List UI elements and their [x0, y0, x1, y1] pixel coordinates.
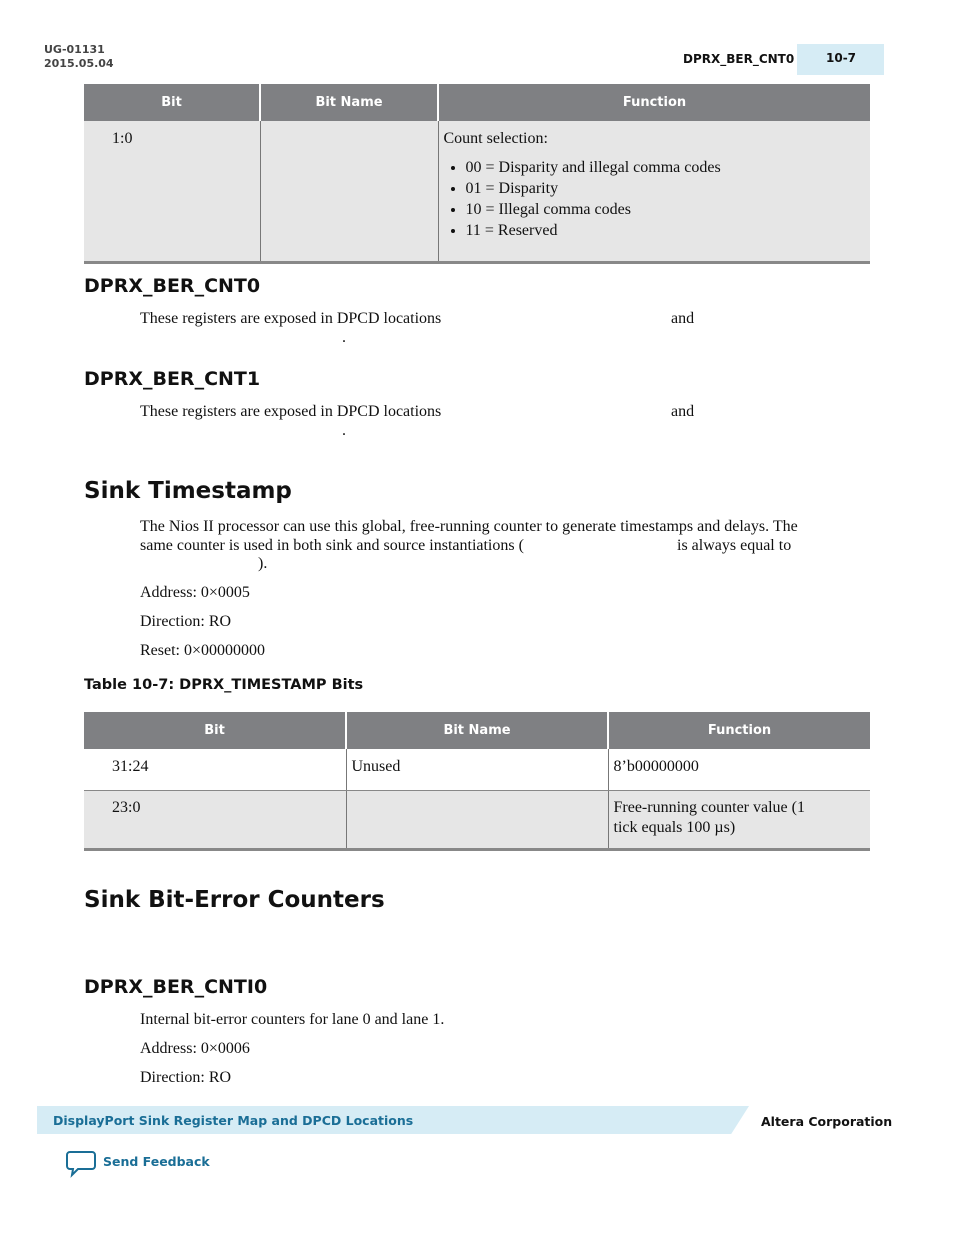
cell-function [608, 791, 870, 850]
header-section-title: DPRX_BER_CNT0 [683, 52, 795, 66]
function-intro: Count selection: [443, 130, 548, 147]
ber-cnt0-and: and [671, 310, 695, 327]
timestamp-para-line2a: same counter is used in both sink and source instantiations ( [140, 537, 524, 554]
ber-cnti0-direction: Direction: RO [140, 1069, 232, 1086]
option-list [444, 157, 866, 241]
footer-chapter-link[interactable]: DisplayPort Sink Register Map and DPCD Locations [53, 1113, 414, 1128]
bit-error-counters-heading: Sink Bit-Error Counters [84, 887, 385, 913]
page-number-badge [797, 44, 884, 75]
ber-cnti0-address: Address: 0×0006 [140, 1040, 250, 1057]
timestamp-para-line3: ). [258, 555, 268, 572]
cell-bit: 31:24 [84, 749, 346, 791]
cell-bit: 1:0 [84, 121, 260, 263]
doc-date: 2015.05.04 [44, 57, 114, 70]
ber-cnt0-heading: DPRX_BER_CNT0 [84, 275, 261, 297]
column-header-bit-name: Bit Name [346, 712, 608, 749]
timestamp-reset: Reset: 0×00000000 [140, 642, 266, 659]
page-number: 10-7 [826, 51, 857, 65]
cell-bit: 23:0 [84, 791, 346, 850]
cell-bit-name [260, 121, 438, 263]
ber-cnti0-heading: DPRX_BER_CNTI0 [84, 976, 268, 998]
ber-cnt1-text: These registers are exposed in DPCD locations [140, 403, 442, 420]
list-item: • 11 = Reserved [466, 220, 866, 241]
column-header-bit: Bit [84, 712, 346, 749]
feedback-icon[interactable] [66, 1150, 96, 1183]
list-item: • 10 = Illegal comma codes [466, 199, 866, 220]
doc-number: UG-01131 [44, 43, 105, 56]
timestamp-para-line1: The Nios II processor can use this global, free-running counter to generate timestamps and delays. The [140, 518, 798, 535]
column-header-bit: Bit [84, 84, 260, 121]
footer-company: Altera Corporation [761, 1114, 893, 1129]
cell-bit-name [346, 791, 608, 850]
count-selection-table [84, 84, 870, 264]
timestamp-direction: Direction: RO [140, 613, 232, 630]
table-row [84, 791, 870, 850]
sink-timestamp-heading: Sink Timestamp [84, 478, 292, 504]
doc-id [44, 43, 114, 71]
timestamp-address: Address: 0×0005 [140, 584, 250, 601]
table-row [84, 749, 870, 791]
table-caption: Table 10-7: DPRX_TIMESTAMP Bits [84, 677, 364, 693]
ber-cnt1-and: and [671, 403, 695, 420]
column-header-function: Function [608, 712, 870, 749]
ber-cnt0-period: . [342, 329, 346, 346]
function-line: Free-running counter value (1 [613, 799, 805, 816]
cell-function: 8’b00000000 [608, 749, 870, 791]
ber-cnt1-heading: DPRX_BER_CNT1 [84, 368, 261, 390]
timestamp-bits-table [84, 712, 870, 851]
list-item: • 00 = Disparity and illegal comma codes [466, 157, 866, 178]
cell-bit-name: Unused [346, 749, 608, 791]
column-header-function: Function [438, 84, 870, 121]
ber-cnti0-text: Internal bit-error counters for lane 0 and lane 1. [140, 1011, 445, 1028]
cell-function [438, 121, 870, 263]
ber-cnt1-period: . [342, 422, 346, 439]
timestamp-para-line2b: is always equal to [677, 537, 792, 554]
column-header-bit-name: Bit Name [260, 84, 438, 121]
list-item: • 01 = Disparity [466, 178, 866, 199]
ber-cnt0-text: These registers are exposed in DPCD locations [140, 310, 442, 327]
table-row [84, 121, 870, 263]
send-feedback-link[interactable]: Send Feedback [103, 1154, 210, 1169]
function-line: tick equals 100 µs) [613, 819, 736, 836]
